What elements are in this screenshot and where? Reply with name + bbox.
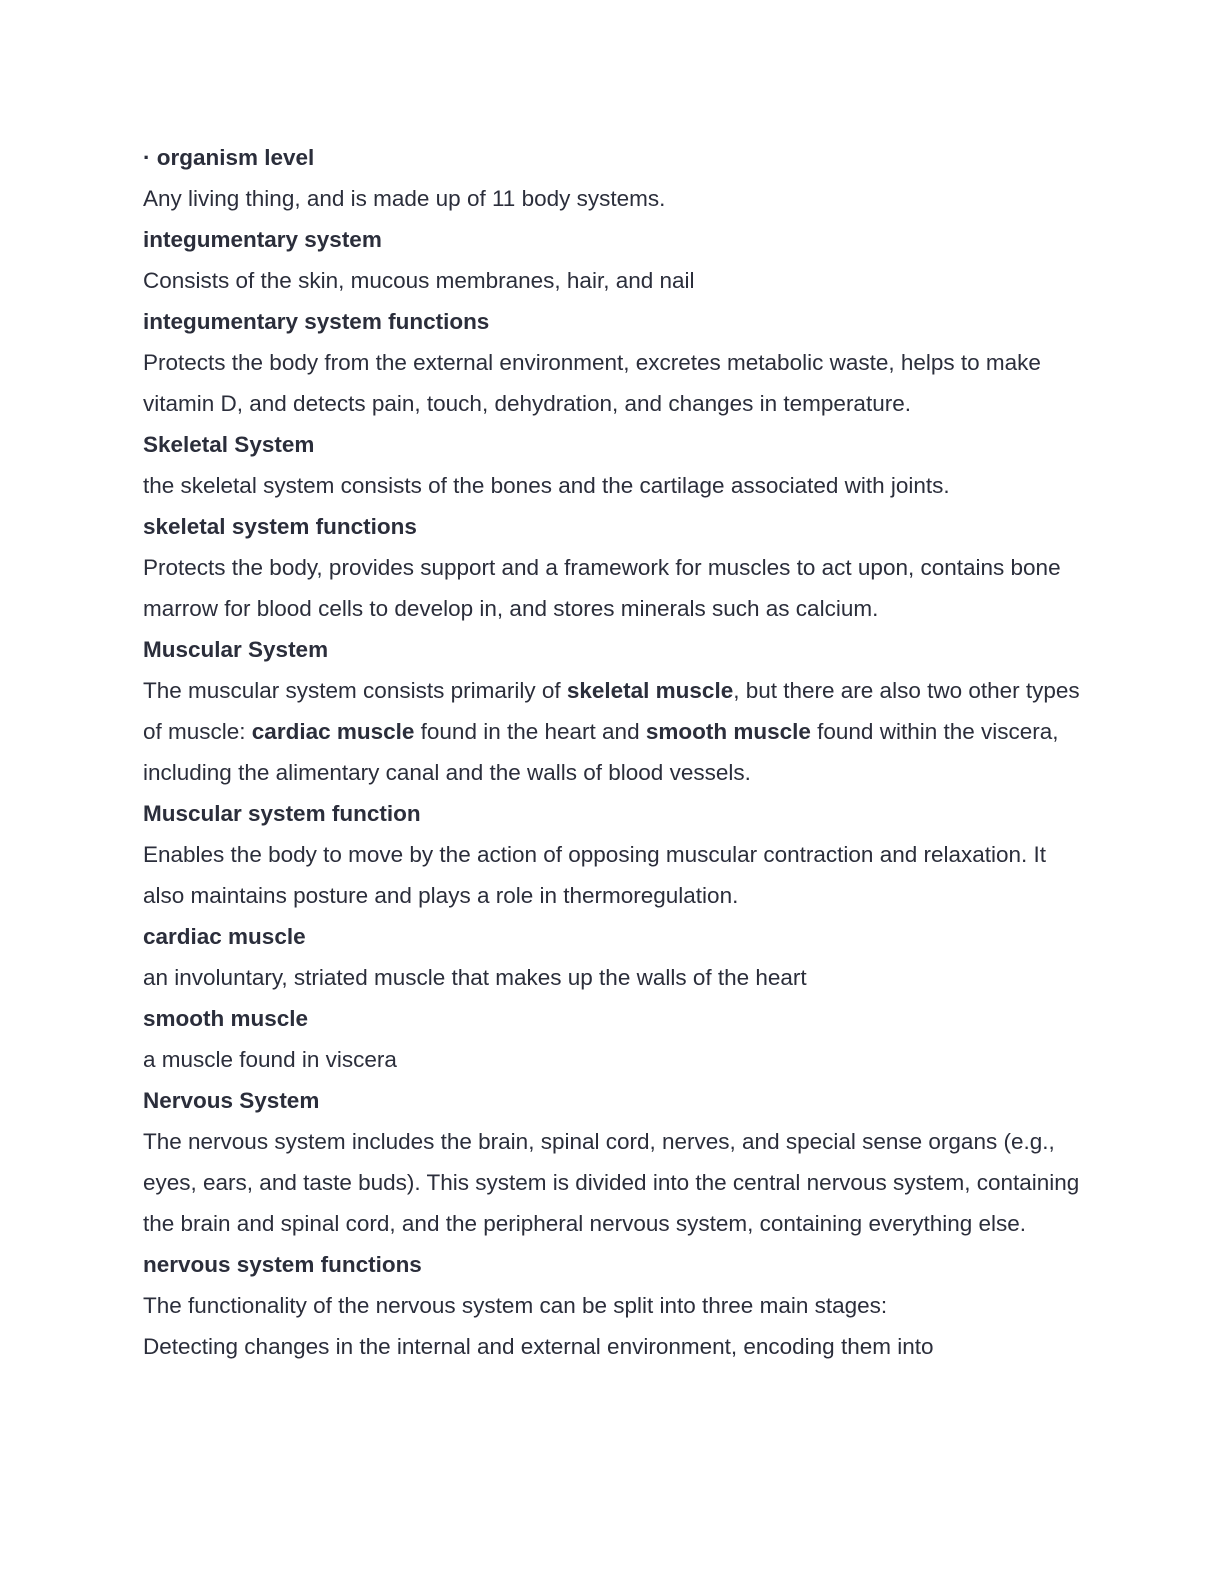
definition-muscular-system-function: Enables the body to move by the action of opposing muscular contraction and relaxation. It also maintains posture and plays a role in thermoregulation. bbox=[143, 842, 1047, 908]
term-skeletal-system-functions: skeletal system functions bbox=[143, 514, 417, 539]
definition-integumentary-system: Consists of the skin, mucous membranes, hair, and nail bbox=[143, 268, 695, 293]
definition-muscular-system: The muscular system consists primarily of skeletal muscle, but there are also two other types of muscle: cardiac muscle found in the heart and smooth muscle found within the viscera, including the alimentary canal and the walls of blood vessels. bbox=[143, 678, 1080, 785]
definition-organism-level: Any living thing, and is made up of 11 body systems. bbox=[143, 186, 666, 211]
term-muscular-system: Muscular System bbox=[143, 637, 329, 662]
term-nervous-system: Nervous System bbox=[143, 1088, 320, 1113]
definition-skeletal-system: the skeletal system consists of the bones and the cartilage associated with joints. bbox=[143, 473, 950, 498]
term-integumentary-system-functions: integumentary system functions bbox=[143, 309, 490, 334]
term-nervous-system-functions: nervous system functions bbox=[143, 1252, 422, 1277]
document-page bbox=[143, 137, 1083, 1367]
definition-skeletal-system-functions: Protects the body, provides support and a framework for muscles to act upon, contains bone marrow for blood cells to develop in, and stores minerals such as calcium. bbox=[143, 555, 1061, 621]
trailing-paragraph: Detecting changes in the internal and external environment, encoding them into bbox=[143, 1334, 934, 1359]
term-integumentary-system: integumentary system bbox=[143, 227, 382, 252]
term-muscular-system-function: Muscular system function bbox=[143, 801, 421, 826]
inline-term-cardiac-muscle: cardiac muscle bbox=[251, 719, 415, 744]
term-organism-level: · organism level bbox=[143, 145, 315, 170]
definition-nervous-system: The nervous system includes the brain, spinal cord, nerves, and special sense organs (e.g., eyes, ears, and taste buds). This system is divided into the central nervous system, containing the brain and spinal cord, and the peripheral nervous system, containing everything else. bbox=[143, 1129, 1080, 1236]
term-cardiac-muscle: cardiac muscle bbox=[143, 924, 306, 949]
definition-integumentary-system-functions: Protects the body from the external environment, excretes metabolic waste, helps to make vitamin D, and detects pain, touch, dehydration, and changes in temperature. bbox=[143, 350, 1041, 416]
term-smooth-muscle: smooth muscle bbox=[143, 1006, 309, 1031]
definition-cardiac-muscle: an involuntary, striated muscle that makes up the walls of the heart bbox=[143, 965, 807, 990]
inline-term-smooth-muscle: smooth muscle bbox=[645, 719, 811, 744]
definition-nervous-system-functions: The functionality of the nervous system can be split into three main stages: bbox=[143, 1293, 888, 1318]
term-skeletal-system: Skeletal System bbox=[143, 432, 315, 457]
inline-term-skeletal-muscle: skeletal muscle bbox=[566, 678, 734, 703]
definition-smooth-muscle: a muscle found in viscera bbox=[143, 1047, 397, 1072]
